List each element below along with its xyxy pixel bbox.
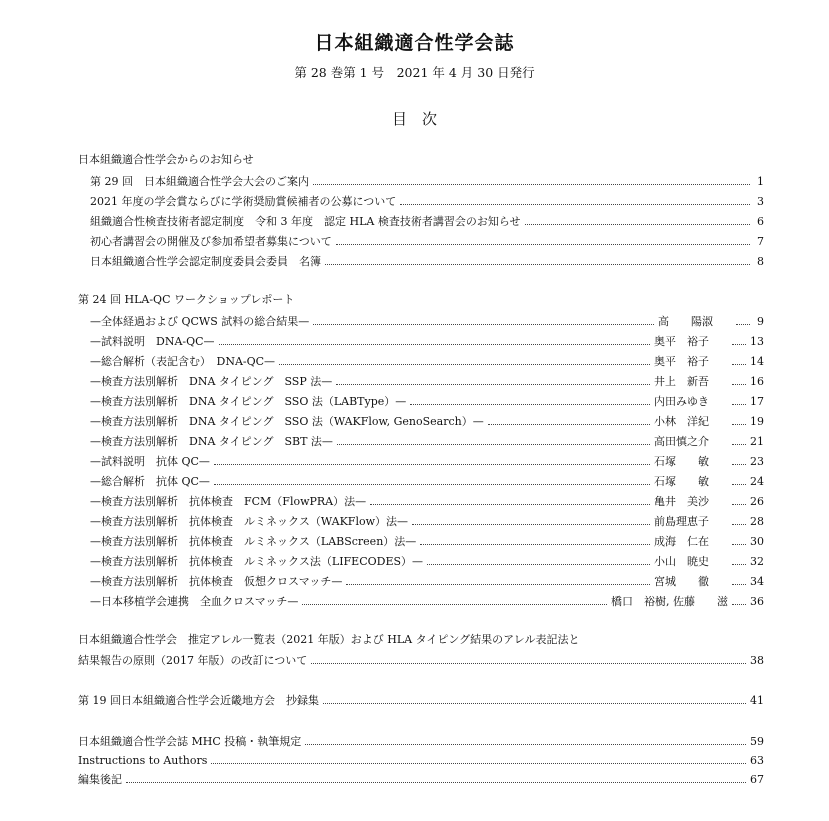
entry-title: —検査方法別解析 抗体検査 ルミネックス（LABScreen）法—	[90, 535, 417, 548]
leader-dots	[126, 774, 746, 783]
toc-entry[interactable]	[90, 392, 764, 412]
entry-author: 奥平 裕子	[654, 355, 709, 368]
entry-title: 第 29 回 日本組織適合性学会大会のご案内	[90, 175, 309, 188]
toc-entry[interactable]	[90, 212, 764, 232]
toc-entry[interactable]	[90, 592, 764, 612]
toc-entry[interactable]	[78, 732, 764, 752]
entry-title: —全体経過および QCWS 試料の総合結果—	[90, 315, 310, 328]
entry-author: 高田慎之介	[654, 435, 709, 448]
toc-entry[interactable]	[90, 172, 764, 192]
leader-dots	[732, 416, 746, 425]
entry-page: 59	[750, 735, 764, 748]
entry-author: 成海 仁在	[654, 535, 709, 548]
entry-page: 6	[757, 215, 764, 228]
entry-page: 19	[750, 415, 764, 428]
toc-entry-line[interactable]: 日本組織適合性学会 推定アレル一覧表（2021 年版）および HLA タイピング結果のアレル表記法と	[78, 633, 580, 646]
entry-author: 前島理恵子	[654, 515, 709, 528]
entry-title: 編集後記	[78, 773, 122, 786]
entry-title: —検査方法別解析 抗体検査 仮想クロスマッチ—	[90, 575, 343, 588]
toc-entry[interactable]	[90, 452, 764, 472]
entry-title: 日本組織適合性学会認定制度委員会委員 名簿	[90, 255, 321, 268]
issue-line: 第 28 巻第 1 号 2021 年 4 月 30 日発行	[294, 65, 535, 80]
leader-dots	[732, 396, 746, 405]
leader-dots	[313, 176, 750, 185]
entry-author: 井上 新吾	[654, 375, 709, 388]
entry-title: 初心者講習会の開催及び参加希望者募集について	[90, 235, 332, 248]
leader-dots	[336, 236, 750, 245]
entry-title: —試料説明 DNA-QC—	[90, 335, 215, 348]
toc-entry[interactable]	[90, 352, 764, 372]
toc-entry[interactable]	[90, 532, 764, 552]
leader-dots	[732, 456, 746, 465]
toc-entry[interactable]	[90, 232, 764, 252]
entry-title: 2021 年度の学会賞ならびに学術奨励賞候補者の公募について	[90, 195, 397, 208]
toc-entry[interactable]	[90, 492, 764, 512]
toc-entry[interactable]	[90, 312, 764, 332]
entry-title: 組織適合性検査技術者認定制度 令和 3 年度 認定 HLA 検査技術者講習会のお知らせ	[90, 215, 521, 228]
leader-dots	[525, 216, 751, 225]
leader-dots	[325, 256, 750, 265]
entry-author: 高 陽淑	[658, 315, 713, 328]
entry-title: —試料説明 抗体 QC—	[90, 455, 210, 468]
leader-dots	[736, 316, 750, 325]
leader-dots	[732, 596, 746, 605]
entry-page: 67	[750, 773, 764, 786]
entry-title: —総合解析 抗体 QC—	[90, 475, 210, 488]
entry-title: —検査方法別解析 DNA タイピング SBT 法—	[90, 435, 333, 448]
entry-page: 23	[750, 455, 764, 468]
toc-entry[interactable]	[78, 770, 764, 790]
leader-dots	[313, 316, 654, 325]
toc-entry[interactable]	[90, 572, 764, 592]
entry-title: 第 19 回日本組織適合性学会近畿地方会 抄録集	[78, 694, 319, 707]
toc-entry[interactable]	[90, 192, 764, 212]
entry-page: 38	[750, 654, 764, 667]
entry-page: 32	[750, 555, 764, 568]
leader-dots	[336, 376, 650, 385]
entry-page: 21	[750, 435, 764, 448]
leader-dots	[732, 336, 746, 345]
leader-dots	[219, 336, 650, 345]
entry-page: 28	[750, 515, 764, 528]
entry-page: 34	[750, 575, 764, 588]
toc-entry[interactable]	[78, 691, 764, 711]
entry-author: 内田みゆき	[654, 395, 709, 408]
entry-page: 17	[750, 395, 764, 408]
entry-page: 41	[750, 694, 764, 707]
entry-title: —日本移植学会連携 全血クロスマッチ—	[90, 595, 299, 608]
toc-entry[interactable]	[90, 252, 764, 272]
leader-dots	[305, 736, 746, 745]
leader-dots	[732, 356, 746, 365]
leader-dots	[732, 496, 746, 505]
entry-title: 日本組織適合性学会誌 MHC 投稿・執筆規定	[78, 735, 302, 748]
leader-dots	[732, 576, 746, 585]
entry-page: 16	[750, 375, 764, 388]
toc-entry[interactable]	[78, 651, 764, 671]
entry-page: 1	[757, 175, 764, 188]
leader-dots	[420, 536, 650, 545]
leader-dots	[400, 196, 750, 205]
leader-dots	[732, 436, 746, 445]
leader-dots	[732, 516, 746, 525]
entry-page: 8	[757, 255, 764, 268]
entry-title: 結果報告の原則（2017 年版）の改訂について	[78, 654, 308, 667]
section-title-qc-workshop: 第 24 回 HLA-QC ワークショップレポート	[78, 293, 295, 306]
entry-title: —検査方法別解析 抗体検査 ルミネックス法（LIFECODES）—	[90, 555, 424, 568]
leader-dots	[732, 556, 746, 565]
entry-page: 26	[750, 495, 764, 508]
leader-dots	[732, 536, 746, 545]
leader-dots	[412, 516, 650, 525]
entry-page: 63	[750, 754, 764, 767]
entry-author: 小林 洋紀	[654, 415, 709, 428]
entry-author: 宮城 徹	[654, 575, 709, 588]
toc-entry[interactable]	[78, 751, 764, 771]
entry-title: —検査方法別解析 DNA タイピング SSP 法—	[90, 375, 333, 388]
leader-dots	[732, 376, 746, 385]
leader-dots	[211, 755, 746, 764]
leader-dots	[346, 576, 650, 585]
leader-dots	[279, 356, 650, 365]
leader-dots	[410, 396, 650, 405]
toc-entry[interactable]	[90, 512, 764, 532]
leader-dots	[732, 476, 746, 485]
entry-title: Instructions to Authors	[78, 754, 208, 767]
entry-title: —検査方法別解析 抗体検査 ルミネックス（WAKFlow）法—	[90, 515, 408, 528]
toc-entry[interactable]	[90, 332, 764, 352]
entry-author: 小山 暁史	[654, 555, 709, 568]
section-title-notices: 日本組織適合性学会からのお知らせ	[78, 153, 254, 166]
toc-entry[interactable]	[90, 412, 764, 432]
toc-entry[interactable]	[90, 552, 764, 572]
leader-dots	[214, 476, 650, 485]
toc-heading: 目 次	[391, 110, 437, 128]
entry-title: —検査方法別解析 DNA タイピング SSO 法（WAKFlow, GenoSearch）—	[90, 415, 484, 428]
entry-page: 3	[757, 195, 764, 208]
entry-author: 奥平 裕子	[654, 335, 709, 348]
entry-page: 30	[750, 535, 764, 548]
entry-page: 9	[757, 315, 764, 328]
entry-title: —総合解析（表記含む） DNA-QC—	[90, 355, 276, 368]
entry-author: 橋口 裕樹, 佐藤 滋	[611, 595, 728, 608]
leader-dots	[337, 436, 650, 445]
toc-entry[interactable]	[90, 432, 764, 452]
leader-dots	[311, 655, 746, 664]
entry-title: —検査方法別解析 DNA タイピング SSO 法（LABType）—	[90, 395, 407, 408]
entry-page: 24	[750, 475, 764, 488]
entry-author: 石塚 敏	[654, 455, 709, 468]
leader-dots	[370, 496, 650, 505]
entry-page: 13	[750, 335, 764, 348]
entry-author: 亀井 美沙	[654, 495, 709, 508]
journal-title: 日本組織適合性学会誌	[314, 32, 515, 54]
leader-dots	[427, 556, 650, 565]
entry-page: 14	[750, 355, 764, 368]
entry-page: 36	[750, 595, 764, 608]
entry-page: 7	[757, 235, 764, 248]
leader-dots	[302, 596, 607, 605]
leader-dots	[323, 695, 746, 704]
toc-entry[interactable]	[90, 372, 764, 392]
entry-title: —検査方法別解析 抗体検査 FCM（FlowPRA）法—	[90, 495, 367, 508]
toc-entry[interactable]	[90, 472, 764, 492]
leader-dots	[488, 416, 650, 425]
leader-dots	[214, 456, 650, 465]
entry-author: 石塚 敏	[654, 475, 709, 488]
